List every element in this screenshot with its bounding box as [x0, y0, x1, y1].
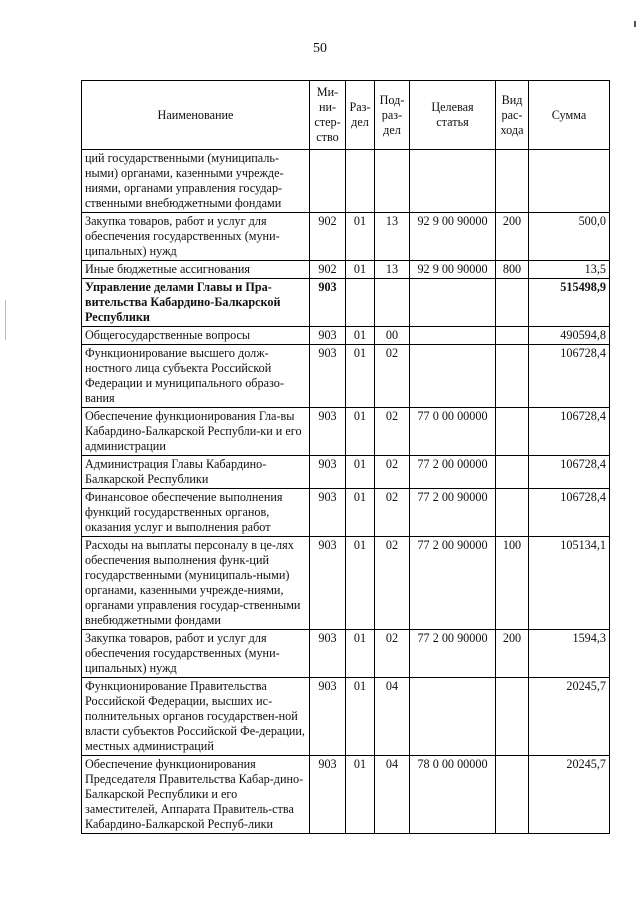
scan-mark — [5, 300, 6, 340]
cell-ministry: 902 — [310, 213, 346, 261]
cell-sum: 1594,3 — [529, 630, 610, 678]
cell-sum: 500,0 — [529, 213, 610, 261]
table-row — [82, 408, 610, 456]
cell-section: 01 — [346, 756, 375, 834]
cell-sum: 20245,7 — [529, 678, 610, 756]
cell-section: 01 — [346, 408, 375, 456]
header-name: Наименование — [82, 81, 310, 150]
cell-section: 01 — [346, 261, 375, 279]
cell-sum: 106728,4 — [529, 345, 610, 408]
cell-name: Общегосударственные вопросы — [82, 327, 310, 345]
budget-table — [81, 80, 610, 834]
cell-type — [496, 345, 529, 408]
cell-sum: 20245,7 — [529, 756, 610, 834]
cell-sum: 106728,4 — [529, 456, 610, 489]
cell-type: 800 — [496, 261, 529, 279]
cell-target: 77 2 00 90000 — [410, 630, 496, 678]
header-subsection: Под- раз- дел — [375, 81, 410, 150]
cell-name: Администрация Главы Кабардино-Балкарской Республики — [82, 456, 310, 489]
cell-subsection: 04 — [375, 678, 410, 756]
cell-section: 01 — [346, 678, 375, 756]
cell-subsection: 02 — [375, 630, 410, 678]
header-type: Вид рас- хода — [496, 81, 529, 150]
cell-target — [410, 678, 496, 756]
cell-name: ций государственными (муниципаль-ными) органами, казенными учрежде-ниями, органами управления государ-ственными внебюджетными фондами — [82, 150, 310, 213]
cell-sum: 490594,8 — [529, 327, 610, 345]
cell-section: 01 — [346, 345, 375, 408]
cell-type — [496, 327, 529, 345]
cell-ministry: 902 — [310, 261, 346, 279]
table-row — [82, 213, 610, 261]
table-row — [82, 630, 610, 678]
cell-name: Финансовое обеспечение выполнения функций государственных органов, оказания услуг и выполнения работ — [82, 489, 310, 537]
cell-sum: 13,5 — [529, 261, 610, 279]
cell-type — [496, 489, 529, 537]
cell-section — [346, 279, 375, 327]
cell-name: Расходы на выплаты персоналу в це-лях обеспечения выполнения функ-ций государственными (муниципаль-ными) органами, казенными учрежде-ниями, органами управления государ-ственными внебюджетными фондами — [82, 537, 310, 630]
table-row — [82, 756, 610, 834]
cell-sum: 106728,4 — [529, 408, 610, 456]
header-target: Целевая статья — [410, 81, 496, 150]
table-header-row — [82, 81, 610, 150]
cell-subsection — [375, 150, 410, 213]
cell-subsection: 02 — [375, 345, 410, 408]
cell-subsection: 13 — [375, 261, 410, 279]
cell-section: 01 — [346, 327, 375, 345]
cell-target: 77 2 00 90000 — [410, 537, 496, 630]
cell-target: 77 2 00 00000 — [410, 456, 496, 489]
cell-target: 77 2 00 90000 — [410, 489, 496, 537]
cell-type — [496, 150, 529, 213]
cell-ministry: 903 — [310, 630, 346, 678]
cell-name: Функционирование высшего долж-ностного лица субъекта Российской Федерации и муниципального образо-вания — [82, 345, 310, 408]
cell-ministry: 903 — [310, 756, 346, 834]
cell-ministry: 903 — [310, 678, 346, 756]
cell-subsection: 02 — [375, 408, 410, 456]
cell-name: Управление делами Главы и Пра-вительства Кабардино-Балкарской Республики — [82, 279, 310, 327]
table-row — [82, 345, 610, 408]
cell-subsection: 02 — [375, 537, 410, 630]
cell-target — [410, 345, 496, 408]
cell-type — [496, 456, 529, 489]
cell-name: Иные бюджетные ассигнования — [82, 261, 310, 279]
cell-sum: 106728,4 — [529, 489, 610, 537]
cell-ministry: 903 — [310, 345, 346, 408]
cell-target: 78 0 00 00000 — [410, 756, 496, 834]
cell-section: 01 — [346, 456, 375, 489]
cell-ministry — [310, 150, 346, 213]
cell-section: 01 — [346, 213, 375, 261]
header-sum: Сумма — [529, 81, 610, 150]
table-body — [82, 150, 610, 834]
cell-subsection: 02 — [375, 456, 410, 489]
table-row — [82, 150, 610, 213]
cell-subsection: 00 — [375, 327, 410, 345]
cell-section: 01 — [346, 537, 375, 630]
cell-name: Обеспечение функционирования Гла-вы Кабардино-Балкарской Республи-ки и его администрации — [82, 408, 310, 456]
header-ministry: Ми- ни- стер- ство — [310, 81, 346, 150]
cell-type: 200 — [496, 630, 529, 678]
cell-name: Закупка товаров, работ и услуг для обеспечения государственных (муни-ципальных) нужд — [82, 630, 310, 678]
cell-type — [496, 678, 529, 756]
cell-type — [496, 408, 529, 456]
cell-target — [410, 327, 496, 345]
cell-ministry: 903 — [310, 279, 346, 327]
cell-target — [410, 150, 496, 213]
cell-sum: 105134,1 — [529, 537, 610, 630]
cell-type: 100 — [496, 537, 529, 630]
cell-name: Закупка товаров, работ и услуг для обеспечения государственных (муни-ципальных) нужд — [82, 213, 310, 261]
cell-subsection: 13 — [375, 213, 410, 261]
cell-type: 200 — [496, 213, 529, 261]
cell-subsection: 04 — [375, 756, 410, 834]
cell-ministry: 903 — [310, 327, 346, 345]
table-row — [82, 456, 610, 489]
cell-ministry: 903 — [310, 456, 346, 489]
page-number: 50 — [313, 41, 327, 56]
table-row — [82, 678, 610, 756]
cell-target: 77 0 00 00000 — [410, 408, 496, 456]
cell-section: 01 — [346, 630, 375, 678]
cell-type — [496, 279, 529, 327]
cell-subsection — [375, 279, 410, 327]
cell-target: 92 9 00 90000 — [410, 261, 496, 279]
cell-target: 92 9 00 90000 — [410, 213, 496, 261]
cell-sum: 515498,9 — [529, 279, 610, 327]
cell-ministry: 903 — [310, 408, 346, 456]
cell-target — [410, 279, 496, 327]
header-section: Раз- дел — [346, 81, 375, 150]
cell-sum — [529, 150, 610, 213]
cell-name: Функционирование Правительства Российской Федерации, высших ис-полнительных органов государствен-ной власти субъектов Российской Фе-дерации, местных администраций — [82, 678, 310, 756]
table-row — [82, 489, 610, 537]
cell-ministry: 903 — [310, 489, 346, 537]
cell-name: Обеспечение функционирования Председателя Правительства Кабар-дино-Балкарской Республики и его заместителей, Аппарата Правитель-ства Кабардино-Балкарской Респуб-лики — [82, 756, 310, 834]
cell-section — [346, 150, 375, 213]
table-row — [82, 279, 610, 327]
cell-type — [496, 756, 529, 834]
table-row — [82, 261, 610, 279]
table-row — [82, 537, 610, 630]
cell-section: 01 — [346, 489, 375, 537]
cell-subsection: 02 — [375, 489, 410, 537]
table-row — [82, 327, 610, 345]
cell-ministry: 903 — [310, 537, 346, 630]
scan-mark — [634, 21, 636, 27]
